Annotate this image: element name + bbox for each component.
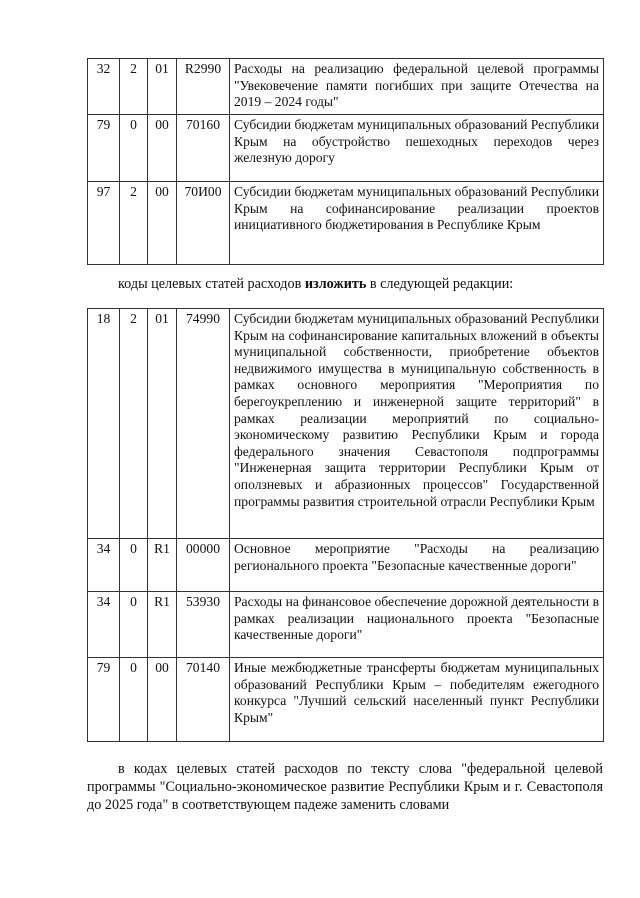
- program-code-cell: 34: [88, 592, 120, 658]
- activity-code-cell: 00: [148, 658, 177, 742]
- activity-code-cell: R1: [148, 592, 177, 658]
- direction-code-cell: 53930: [177, 592, 230, 658]
- table-row: [88, 539, 604, 592]
- table-row: [88, 592, 604, 658]
- expense-description-cell: Субсидии бюджетам муниципальных образований Республики Крым на софинансирование капитальных вложений в объекты муниципальной собственности, приобретение объектов недвижимого имущества в муниципальную собственность в рамках основного мероприятия "Мероприятия по берегоукреплению и инженерной защите территорий" в рамках реализации мероприятий по социально-экономическому развитию Республики Крым и города федерального значения Севастополя подпрограммы "Инженерная защита территории Республики Крым от оползневых и абразионных процессов" Государственной программы развития строительной отрасли Республики Крым: [230, 309, 604, 539]
- direction-code-cell: 00000: [177, 539, 230, 592]
- intro-text-start: коды целевых статей расходов: [118, 276, 305, 292]
- table-row: [88, 309, 604, 539]
- expense-description-cell: Субсидии бюджетам муниципальных образований Республики Крым на софинансирование реализации проектов инициативного бюджетирования в Республике Крым: [230, 182, 604, 265]
- program-code-cell: 97: [88, 182, 120, 265]
- activity-code-cell: 00: [148, 115, 177, 182]
- expense-description-cell: Основное мероприятие "Расходы на реализацию регионального проекта "Безопасные качественные дороги": [230, 539, 604, 592]
- expense-description-cell: Иные межбюджетные трансферты бюджетам муниципальных образований Республики Крым – победителям ежегодного конкурса "Лучший сельский населенный пункт Республики Крым": [230, 658, 604, 742]
- table-row: [88, 658, 604, 742]
- subprogram-code-cell: 0: [120, 592, 148, 658]
- expense-description-cell: Расходы на финансовое обеспечение дорожной деятельности в рамках реализации национального проекта "Безопасные качественные дороги": [230, 592, 604, 658]
- subprogram-code-cell: 2: [120, 309, 148, 539]
- expense-description-cell: Субсидии бюджетам муниципальных образований Республики Крым на обустройство пешеходных переходов через железную дорогу: [230, 115, 604, 182]
- budget-codes-table-new: [87, 308, 604, 742]
- subprogram-code-cell: 2: [120, 182, 148, 265]
- subprogram-code-cell: 0: [120, 658, 148, 742]
- direction-code-cell: 70160: [177, 115, 230, 182]
- table-row: [88, 182, 604, 265]
- program-code-cell: 32: [88, 59, 120, 115]
- expense-description-cell: Расходы на реализацию федеральной целевой программы "Увековечение памяти погибших при защите Отечества на 2019 – 2024 годы": [230, 59, 604, 115]
- intro-text-end: в следующей редакции:: [366, 276, 514, 292]
- direction-code-cell: 70140: [177, 658, 230, 742]
- subprogram-code-cell: 0: [120, 115, 148, 182]
- direction-code-cell: R2990: [177, 59, 230, 115]
- program-code-cell: 18: [88, 309, 120, 539]
- activity-code-cell: 01: [148, 59, 177, 115]
- activity-code-cell: 01: [148, 309, 177, 539]
- table-row: [88, 115, 604, 182]
- direction-code-cell: 70И00: [177, 182, 230, 265]
- program-code-cell: 34: [88, 539, 120, 592]
- subprogram-code-cell: 0: [120, 539, 148, 592]
- subprogram-code-cell: 2: [120, 59, 148, 115]
- program-code-cell: 79: [88, 658, 120, 742]
- amendment-intro-text: [87, 275, 603, 293]
- activity-code-cell: 00: [148, 182, 177, 265]
- amendment-closing-paragraph: в кодах целевых статей расходов по тексту слова "федеральной целевой программы "Социально-экономическое развитие Республики Крым и г. Севастополя до 2025 года" в соответствующем падеже заменить словами: [87, 761, 603, 814]
- program-code-cell: 79: [88, 115, 120, 182]
- intro-emphasis: изложить: [304, 276, 367, 292]
- activity-code-cell: R1: [148, 539, 177, 592]
- table-row: [88, 59, 604, 115]
- direction-code-cell: 74990: [177, 309, 230, 539]
- budget-codes-table-previous: [87, 58, 604, 265]
